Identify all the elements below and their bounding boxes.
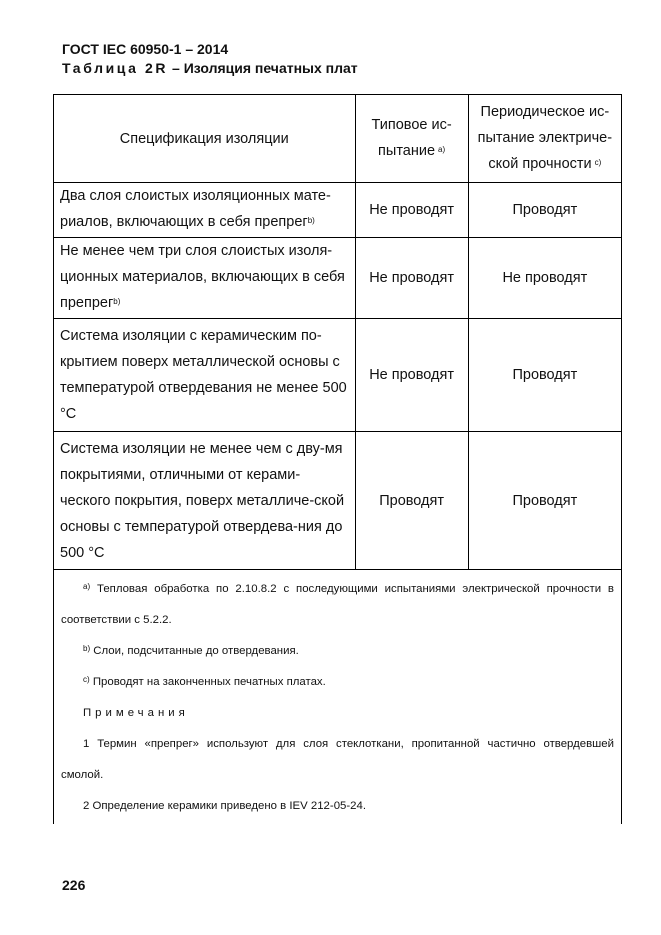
- table-row: [54, 238, 622, 319]
- notes-title: Примечания: [83, 707, 189, 719]
- note-2: 2 Определение керамики приведено в IEV 212-05-24.: [83, 800, 366, 812]
- column-header-periodic-test: Периодическое ис-пытание электриче-ской прочности $^{c)}$: [468, 95, 621, 183]
- notes-cell: [54, 570, 622, 825]
- spec-cell: Два слоя слоистых изоляционных мате-риалов, включающих в себя препрег$^{b)}$: [54, 183, 356, 238]
- footnote-a: $^{a)}$ Тепловая обработка по 2.10.8.2 с последующими испытаниями электрической прочности в соответствии с 5.2.2.: [61, 582, 614, 626]
- column-header-type-test: Типовое ис-пытание $^{a)}$: [355, 95, 468, 183]
- table-notes: [61, 574, 614, 822]
- footnote-c: $^{c)}$ Проводят на законченных печатных платах.: [83, 675, 326, 688]
- table-row: [54, 432, 622, 570]
- type-test-cell: Не проводят: [355, 319, 468, 432]
- spec-cell: Система изоляции с керамическим по-крытием поверх металлической основы с температурой отвердевания не менее 500 °C: [54, 319, 356, 432]
- notes-row: [54, 570, 622, 825]
- table-row: [54, 319, 622, 432]
- table-row: [54, 183, 622, 238]
- periodic-test-cell: Не проводят: [468, 238, 621, 319]
- spec-cell: Система изоляции не менее чем с дву-мя покрытиями, отличными от керами-ческого покрытия, поверх металличе-ской основы с температурой отвердева-ния до 500 °C: [54, 432, 356, 570]
- insulation-table: [53, 94, 622, 824]
- table-title: – Изоляция печатных плат: [168, 60, 358, 76]
- document-header: [62, 40, 358, 78]
- table-caption: [62, 59, 358, 78]
- table-label: Таблица 2R: [62, 60, 169, 76]
- periodic-test-cell: Проводят: [468, 319, 621, 432]
- footnote-ref: a): [438, 144, 446, 154]
- footnote-ref: b): [113, 297, 121, 306]
- periodic-test-cell: Проводят: [468, 432, 621, 570]
- periodic-test-cell: Проводят: [468, 183, 621, 238]
- page-number: 226: [62, 877, 86, 893]
- footnote-ref: c): [594, 157, 602, 167]
- standard-number: ГОСТ IEC 60950-1 – 2014: [62, 41, 229, 57]
- footnote-ref: b): [307, 216, 315, 225]
- footnote-b: $^{b)}$ Слои, подсчитанные до отвердевания.: [83, 644, 299, 657]
- spec-cell: Не менее чем три слоя слоистых изоля-ционных материалов, включающих в себя препрег$^{b)}$: [54, 238, 356, 319]
- column-header-spec: Спецификация изоляции: [54, 95, 356, 183]
- table-header-row: [54, 95, 622, 183]
- note-1: 1 Термин «препрег» используют для слоя стеклоткани, пропитанной частично отвердевшей смолой.: [61, 738, 614, 781]
- type-test-cell: Не проводят: [355, 238, 468, 319]
- type-test-cell: Проводят: [355, 432, 468, 570]
- type-test-cell: Не проводят: [355, 183, 468, 238]
